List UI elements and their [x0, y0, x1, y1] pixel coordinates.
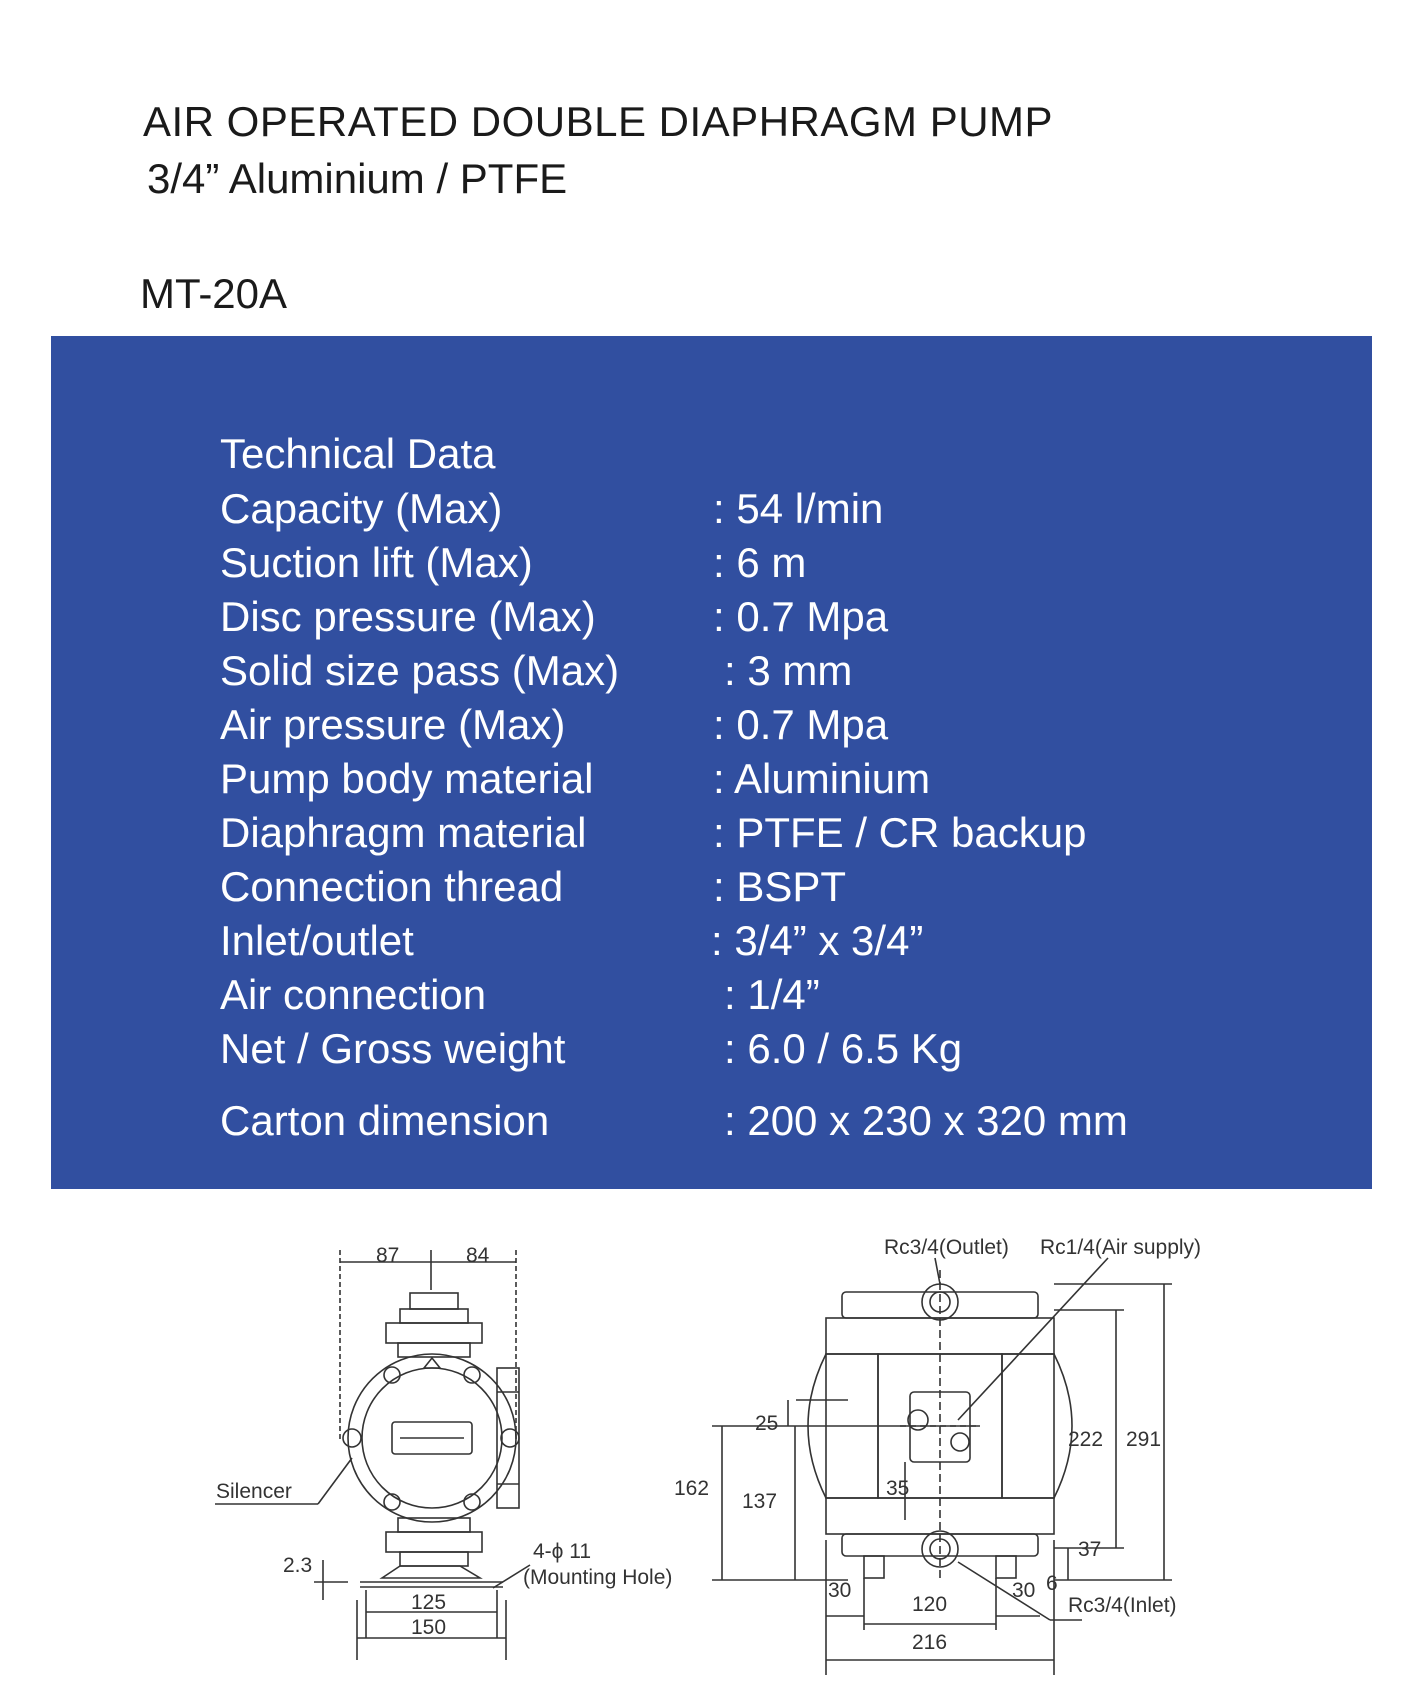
dim-216: 216	[912, 1631, 948, 1654]
spec-value-disc-pressure: : 0.7 Mpa	[713, 593, 889, 640]
front-view-drawing	[215, 1250, 530, 1660]
dim-137: 137	[742, 1490, 778, 1513]
spec-value-carton-dimension: : 200 x 230 x 320 mm	[724, 1097, 1128, 1144]
technical-data-heading: Technical Data	[220, 430, 496, 477]
dim-87: 87	[376, 1244, 400, 1267]
spec-value-body-material: : Aluminium	[713, 755, 931, 802]
spec-label-solid-size: Solid size pass (Max)	[220, 647, 620, 694]
spec-value-suction-lift: : 6 m	[713, 539, 807, 586]
spec-label-air-pressure: Air pressure (Max)	[220, 701, 566, 748]
outlet-label: Rc3/4(Outlet)	[884, 1236, 1009, 1259]
dim-150: 150	[411, 1616, 447, 1639]
page-title: AIR OPERATED DOUBLE DIAPHRAGM PUMP	[143, 98, 1054, 145]
model-number: MT-20A	[140, 270, 288, 317]
technical-data-panel	[51, 336, 1372, 1189]
spec-label-diaphragm-material: Diaphragm material	[220, 809, 587, 856]
spec-value-connection-thread: : BSPT	[713, 863, 847, 910]
dim-6: 6	[1046, 1572, 1058, 1595]
spec-label-capacity: Capacity (Max)	[220, 485, 503, 532]
spec-value-diaphragm-material: : PTFE / CR backup	[713, 809, 1087, 856]
spec-label-weight: Net / Gross weight	[220, 1025, 566, 1072]
spec-value-air-pressure: : 0.7 Mpa	[713, 701, 889, 748]
pump-dimension-drawing	[0, 1190, 1416, 1691]
spec-value-air-connection: : 1/4”	[724, 971, 820, 1018]
spec-label-inlet-outlet: Inlet/outlet	[220, 917, 414, 964]
dim-125: 125	[411, 1591, 447, 1614]
dim-25: 25	[755, 1412, 779, 1435]
inlet-label: Rc3/4(Inlet)	[1068, 1594, 1177, 1617]
air-supply-label: Rc1/4(Air supply)	[1040, 1236, 1202, 1259]
dim-291: 291	[1126, 1428, 1162, 1451]
hole-spec: 4-ϕ 11	[533, 1540, 592, 1563]
spec-value-capacity: : 54 l/min	[713, 485, 884, 532]
mounting-hole-label: (Mounting Hole)	[523, 1566, 673, 1589]
spec-value-inlet-outlet: : 3/4” x 3/4”	[711, 917, 924, 964]
spec-value-solid-size: : 3 mm	[724, 647, 853, 694]
silencer-label: Silencer	[216, 1480, 292, 1503]
spec-label-air-connection: Air connection	[220, 971, 487, 1018]
spec-label-disc-pressure: Disc pressure (Max)	[220, 593, 596, 640]
dim-2-3: 2.3	[283, 1554, 313, 1577]
dim-162: 162	[674, 1477, 710, 1500]
spec-label-body-material: Pump body material	[220, 755, 594, 802]
dim-37: 37	[1078, 1538, 1102, 1561]
page-subtitle: 3/4” Aluminium / PTFE	[147, 155, 568, 202]
dim-84: 84	[466, 1244, 490, 1267]
dim-120: 120	[912, 1593, 948, 1616]
spec-label-suction-lift: Suction lift (Max)	[220, 539, 533, 586]
dim-30-right: 30	[1012, 1579, 1036, 1602]
dim-35: 35	[886, 1477, 910, 1500]
spec-label-carton-dimension: Carton dimension	[220, 1097, 550, 1144]
dim-30-left: 30	[828, 1579, 852, 1602]
spec-label-connection-thread: Connection thread	[220, 863, 564, 910]
spec-value-weight: : 6.0 / 6.5 Kg	[724, 1025, 963, 1072]
dim-222: 222	[1068, 1428, 1104, 1451]
